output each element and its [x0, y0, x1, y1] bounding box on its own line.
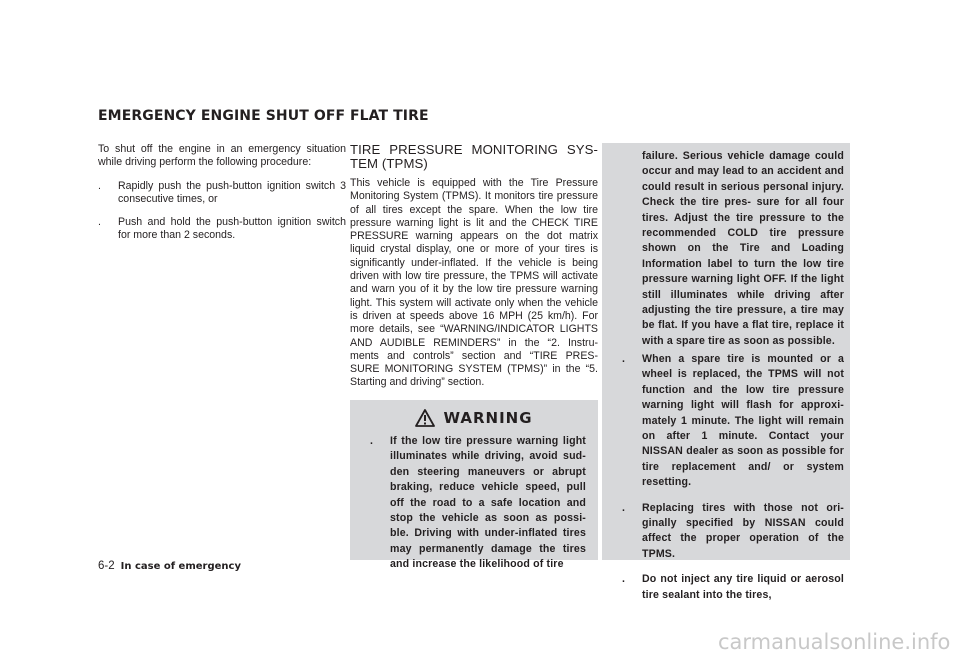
- warning-continuation-box: [602, 143, 850, 601]
- bullet: .: [622, 573, 626, 586]
- warning-box: [350, 400, 598, 571]
- list-item-text: Push and hold the push-button ignition switch for more than 2 seconds.: [118, 216, 346, 242]
- middle-column: [350, 143, 598, 390]
- list-item: [370, 434, 586, 573]
- intro-text: To shut off the engine in an emergency situation while driving perform the following procedure:: [98, 143, 346, 169]
- list-item: [98, 216, 346, 243]
- page-footer: [98, 560, 241, 572]
- bullet: .: [370, 435, 374, 447]
- warning-item-text: Do not inject any tire liquid or aerosol tire sealant into the tires,: [642, 573, 844, 601]
- list-item-text: Rapidly push the push-button ignition switch 3 consecutive times, or: [118, 179, 346, 205]
- warning-item-text: Replacing tires with those not ori- ginally specified by NISSAN could affect the proper operation of the TPMS.: [642, 501, 844, 560]
- warning-item-text: If the low tire pressure warning light illuminates while driving, avoid sud- den steering maneuvers or abrupt braking, reduce vehicle speed, pull off the road to a safe location and stop the vehicle as soon as possi- ble. Driving with under-inflated tires may permanently damage the tires and increase the likelihood of tire: [390, 435, 586, 571]
- warning-header: [350, 400, 598, 436]
- bullet: .: [622, 353, 626, 365]
- bullet: .: [98, 179, 101, 192]
- tpms-paragraph: This vehicle is equipped with the Tire Pressure Monitoring System (TPMS). It monitors tire pressure of all tires except the spare. When the low tire pressure warning light is lit and the CHECK TIRE PRESSURE warning appears on the dot matrix liquid crystal display, one or more of your tires is significantly under-inflated. If the vehicle is being driven with low tire pressure, the TPMS will activate and warn you of it by the low tire pressure warning light. This system will activate only when the vehicle is driven at speeds above 16 MPH (25 km/h). For more details, see “WARNING/INDICATOR LIGHTS AND AUDIBLE REMINDERS” in the “2. Instru- ments and controls” section and “TIRE PRES- SURE MONITORING SYSTEM (TPMS)” in the “5. Starting and driving” section.: [350, 177, 598, 389]
- warning-triangle-icon: [415, 409, 435, 427]
- page-number: 6-2: [98, 560, 115, 572]
- heading-flat-tire: FLAT TIRE: [350, 108, 429, 124]
- list-item: [98, 180, 346, 207]
- bullet: .: [622, 501, 626, 514]
- heading-emergency-engine-shut-off: EMERGENCY ENGINE SHUT OFF: [98, 108, 346, 124]
- warning-title: WARNING: [443, 409, 533, 427]
- section-name: In case of emergency: [120, 561, 241, 572]
- warning-list: [622, 352, 844, 603]
- list-item: [622, 352, 844, 491]
- left-column: [98, 143, 346, 243]
- bullet: .: [98, 216, 101, 229]
- list-item: [622, 501, 844, 563]
- tpms-subheading: TIRE PRESSURE MONITORING SYS- TEM (TPMS): [350, 142, 598, 171]
- warning-item-text: When a spare tire is mounted or a wheel is replaced, the TPMS will not function and the low tire pressure warning light will flash for approxi- mately 1 minute. The light will remain on after 1 minute. Contact your NISSAN dealer as soon as possible for tire replacement and/ or system resetting.: [642, 353, 844, 489]
- watermark-text: carmanualsonline.info: [718, 630, 951, 654]
- warning-continuation-text: failure. Serious vehicle damage could occur and may lead to an accident and could result in serious personal injury. Check the tire pres- sure for all four tires. Adjust the tire pressure to the recommended COLD tire pressure shown on the Tire and Loading Information label to turn the low tire pressure warning light OFF. If the light still illuminates while driving after adjusting the tire pressure, a tire may be flat. If you have a flat tire, replace it with a spare tire as soon as possible.: [642, 150, 844, 347]
- list-item: [622, 572, 844, 603]
